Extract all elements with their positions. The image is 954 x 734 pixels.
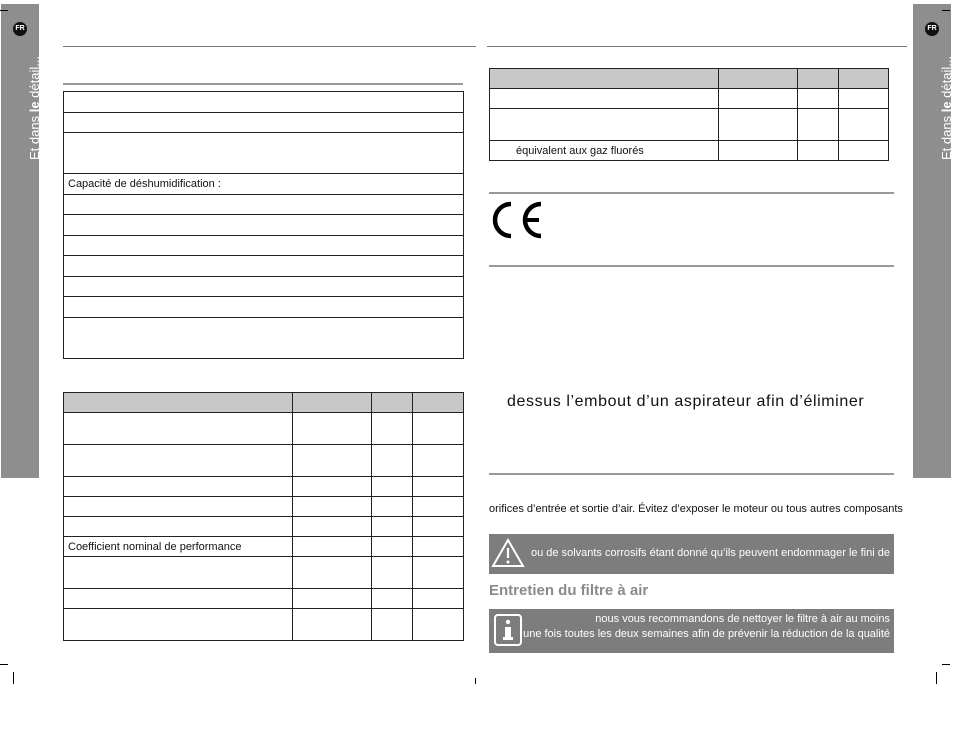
spec-cell <box>64 256 464 277</box>
perf-cell <box>64 445 293 477</box>
section-rule <box>489 192 894 194</box>
gas-cell <box>719 89 798 109</box>
section-rule <box>63 83 463 85</box>
warning-triangle-icon <box>491 537 525 569</box>
perf-cell <box>413 413 464 445</box>
gas-cell <box>719 141 798 161</box>
section-rule <box>489 265 894 267</box>
spec-cell <box>64 113 464 133</box>
perf-cell <box>293 445 372 477</box>
perf-cell <box>293 477 372 497</box>
perf-cell <box>413 497 464 517</box>
crop-mark <box>475 678 476 684</box>
perf-cell <box>64 517 293 537</box>
perf-cell <box>372 537 413 557</box>
perf-cell <box>293 557 372 589</box>
side-tab-right <box>913 4 954 478</box>
specification-table <box>63 91 464 359</box>
perf-cell <box>372 517 413 537</box>
info-icon <box>493 613 523 647</box>
gas-header-cell <box>490 69 719 89</box>
perf-cell <box>293 413 372 445</box>
warning-text: ou de solvants corrosifs étant donné qu’ils peuvent endommager le fini de <box>531 547 890 559</box>
crop-mark <box>0 664 8 665</box>
perf-cell: Coefficient nominal de performance <box>64 537 293 557</box>
spec-cell <box>64 195 464 215</box>
perf-cell <box>372 497 413 517</box>
info-box <box>489 609 894 653</box>
section-rule <box>489 473 894 475</box>
gas-cell <box>798 109 839 141</box>
perf-cell <box>64 413 293 445</box>
crop-mark <box>942 10 950 11</box>
side-tab-label: Et dans le détail... <box>27 55 42 160</box>
warning-box <box>489 534 894 574</box>
perf-cell <box>413 557 464 589</box>
perf-cell <box>293 517 372 537</box>
crop-mark <box>942 664 950 665</box>
perf-cell <box>293 537 372 557</box>
perf-cell <box>293 609 372 641</box>
perf-cell <box>372 413 413 445</box>
perf-cell <box>64 477 293 497</box>
perf-cell <box>293 589 372 609</box>
side-tab-left <box>1 4 42 478</box>
gas-cell <box>798 89 839 109</box>
perf-cell <box>372 589 413 609</box>
info-text-line-1: nous vous recommandons de nettoyer le filtre à air au moins <box>595 613 890 625</box>
gas-cell <box>490 109 719 141</box>
gas-cell <box>798 141 839 161</box>
section-title: Entretien du filtre à air <box>489 582 649 599</box>
perf-cell <box>413 589 464 609</box>
gas-header-cell <box>798 69 839 89</box>
perf-cell <box>413 477 464 497</box>
refrigerant-gas-table <box>489 68 889 161</box>
gas-header-cell <box>719 69 798 89</box>
perf-cell <box>64 497 293 517</box>
perf-cell <box>372 609 413 641</box>
perf-header-cell <box>64 393 293 413</box>
crop-mark <box>936 672 937 684</box>
info-text-line-2: une fois toutes les deux semaines afin de prévenir la réduction de la qualité <box>523 628 890 640</box>
page-header-rule <box>487 46 907 47</box>
perf-header-cell <box>293 393 372 413</box>
gas-cell <box>719 109 798 141</box>
page-header-rule <box>63 46 476 47</box>
crop-mark <box>0 10 8 11</box>
perf-header-cell <box>413 393 464 413</box>
crop-mark <box>13 672 14 684</box>
spec-cell <box>64 318 464 359</box>
spec-cell <box>64 277 464 297</box>
perf-cell <box>64 609 293 641</box>
gas-cell <box>839 89 889 109</box>
spec-cell <box>64 133 464 174</box>
gas-cell <box>839 141 889 161</box>
perf-cell <box>372 477 413 497</box>
perf-cell <box>372 445 413 477</box>
spec-cell: Capacité de déshumidification : <box>64 174 464 195</box>
ce-mark-icon <box>489 201 545 239</box>
cleaning-text: orifices d’entrée et sortie d’air. Évitez d’exposer le moteur ou tous autres composants <box>489 503 903 515</box>
language-badge: FR <box>925 22 939 36</box>
language-badge: FR <box>13 22 27 36</box>
perf-cell <box>413 537 464 557</box>
perf-cell <box>413 517 464 537</box>
perf-header-cell <box>372 393 413 413</box>
gas-cell: équivalent aux gaz fluorés <box>490 141 719 161</box>
gas-header-cell <box>839 69 889 89</box>
perf-cell <box>64 557 293 589</box>
gas-cell <box>839 109 889 141</box>
perf-cell <box>413 609 464 641</box>
spec-cell <box>64 297 464 318</box>
gas-cell <box>490 89 719 109</box>
spec-cell <box>64 215 464 236</box>
spec-cell <box>64 92 464 113</box>
perf-cell <box>64 589 293 609</box>
spec-cell <box>64 236 464 256</box>
filter-cleaning-text: dessus l’embout d’un aspirateur afin d’éliminer <box>507 393 865 410</box>
perf-cell <box>372 557 413 589</box>
perf-cell <box>413 445 464 477</box>
performance-table <box>63 392 464 641</box>
side-tab-label: Et dans le détail... <box>939 55 954 160</box>
perf-cell <box>293 497 372 517</box>
